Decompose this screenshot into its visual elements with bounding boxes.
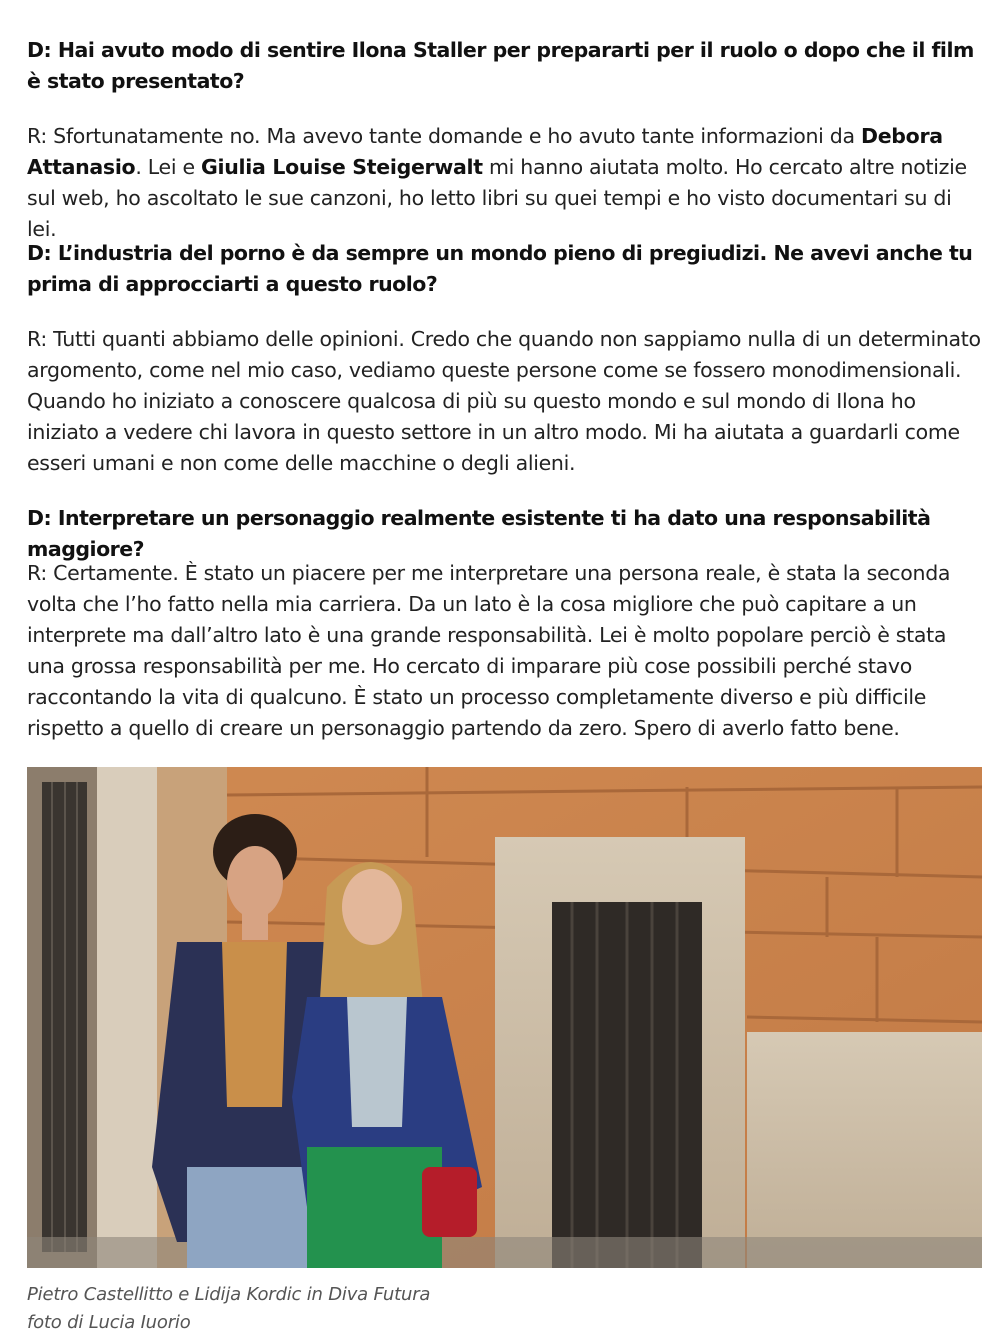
interview-question: D: L’industria del porno è da sempre un mondo pieno di pregiudizi. Ne avevi anche tu prima di approcciarti a questo ruolo? <box>27 241 973 296</box>
interview-answer: R: Certamente. È stato un piacere per me interpretare una persona reale, è stata la seconda volta che l’ho fatto nella mia carriera. Da un lato è la cosa migliore che può capitare a un interprete ma dall’altro lato è una grande responsabilità. Lei è molto popolare perciò è stata una grossa responsabilità per me. Ho cercato di imparare più cose possibili perché stavo raccontando la vita di qualcuno. È stato un processo completamente diverso e più difficile rispetto a quello di creare un personaggio partendo da zero. Spero di averlo fatto bene. <box>27 561 951 740</box>
person-name-bold: Giulia Louise Steigerwalt <box>201 155 483 179</box>
interview-question: D: Interpretare un personaggio realmente esistente ti ha dato una responsabilità maggiore? <box>27 506 931 561</box>
interview-question: D: Hai avuto modo di sentire Ilona Staller per prepararti per il ruolo o dopo che il film è stato presentato? <box>27 38 974 93</box>
film-still-illustration <box>27 767 982 1268</box>
caption-line: Pietro Castellitto e Lidija Kordic in Diva Futura <box>27 1284 431 1305</box>
article-photo <box>27 767 982 1268</box>
interview-answer: R: Sfortunatamente no. Ma avevo tante domande e ho avuto tante informazioni da Debora Attanasio. Lei e Giulia Louise Steigerwalt mi hanno aiutata molto. Ho cercato altre notizie sul web, ho ascoltato le sue canzoni, ho letto libri su quei tempi e ho visto documentari su di lei. <box>27 124 967 241</box>
caption-credit: foto di Lucia Iuorio <box>27 1312 191 1333</box>
person-name-bold: Debora Attanasio <box>27 124 943 179</box>
photo-caption <box>27 1281 927 1337</box>
interview-answer: R: Tutti quanti abbiamo delle opinioni. Credo che quando non sappiamo nulla di un determinato argomento, come nel mio caso, vediamo queste persone come se fossero monodimensionali. Quando ho iniziato a conoscere qualcosa di più su questo mondo e sul mondo di Ilona ho iniziato a vedere chi lavora in questo settore in un altro modo. Mi ha aiutata a guardarli come esseri umani e non come delle macchine o degli alieni. <box>27 327 981 475</box>
